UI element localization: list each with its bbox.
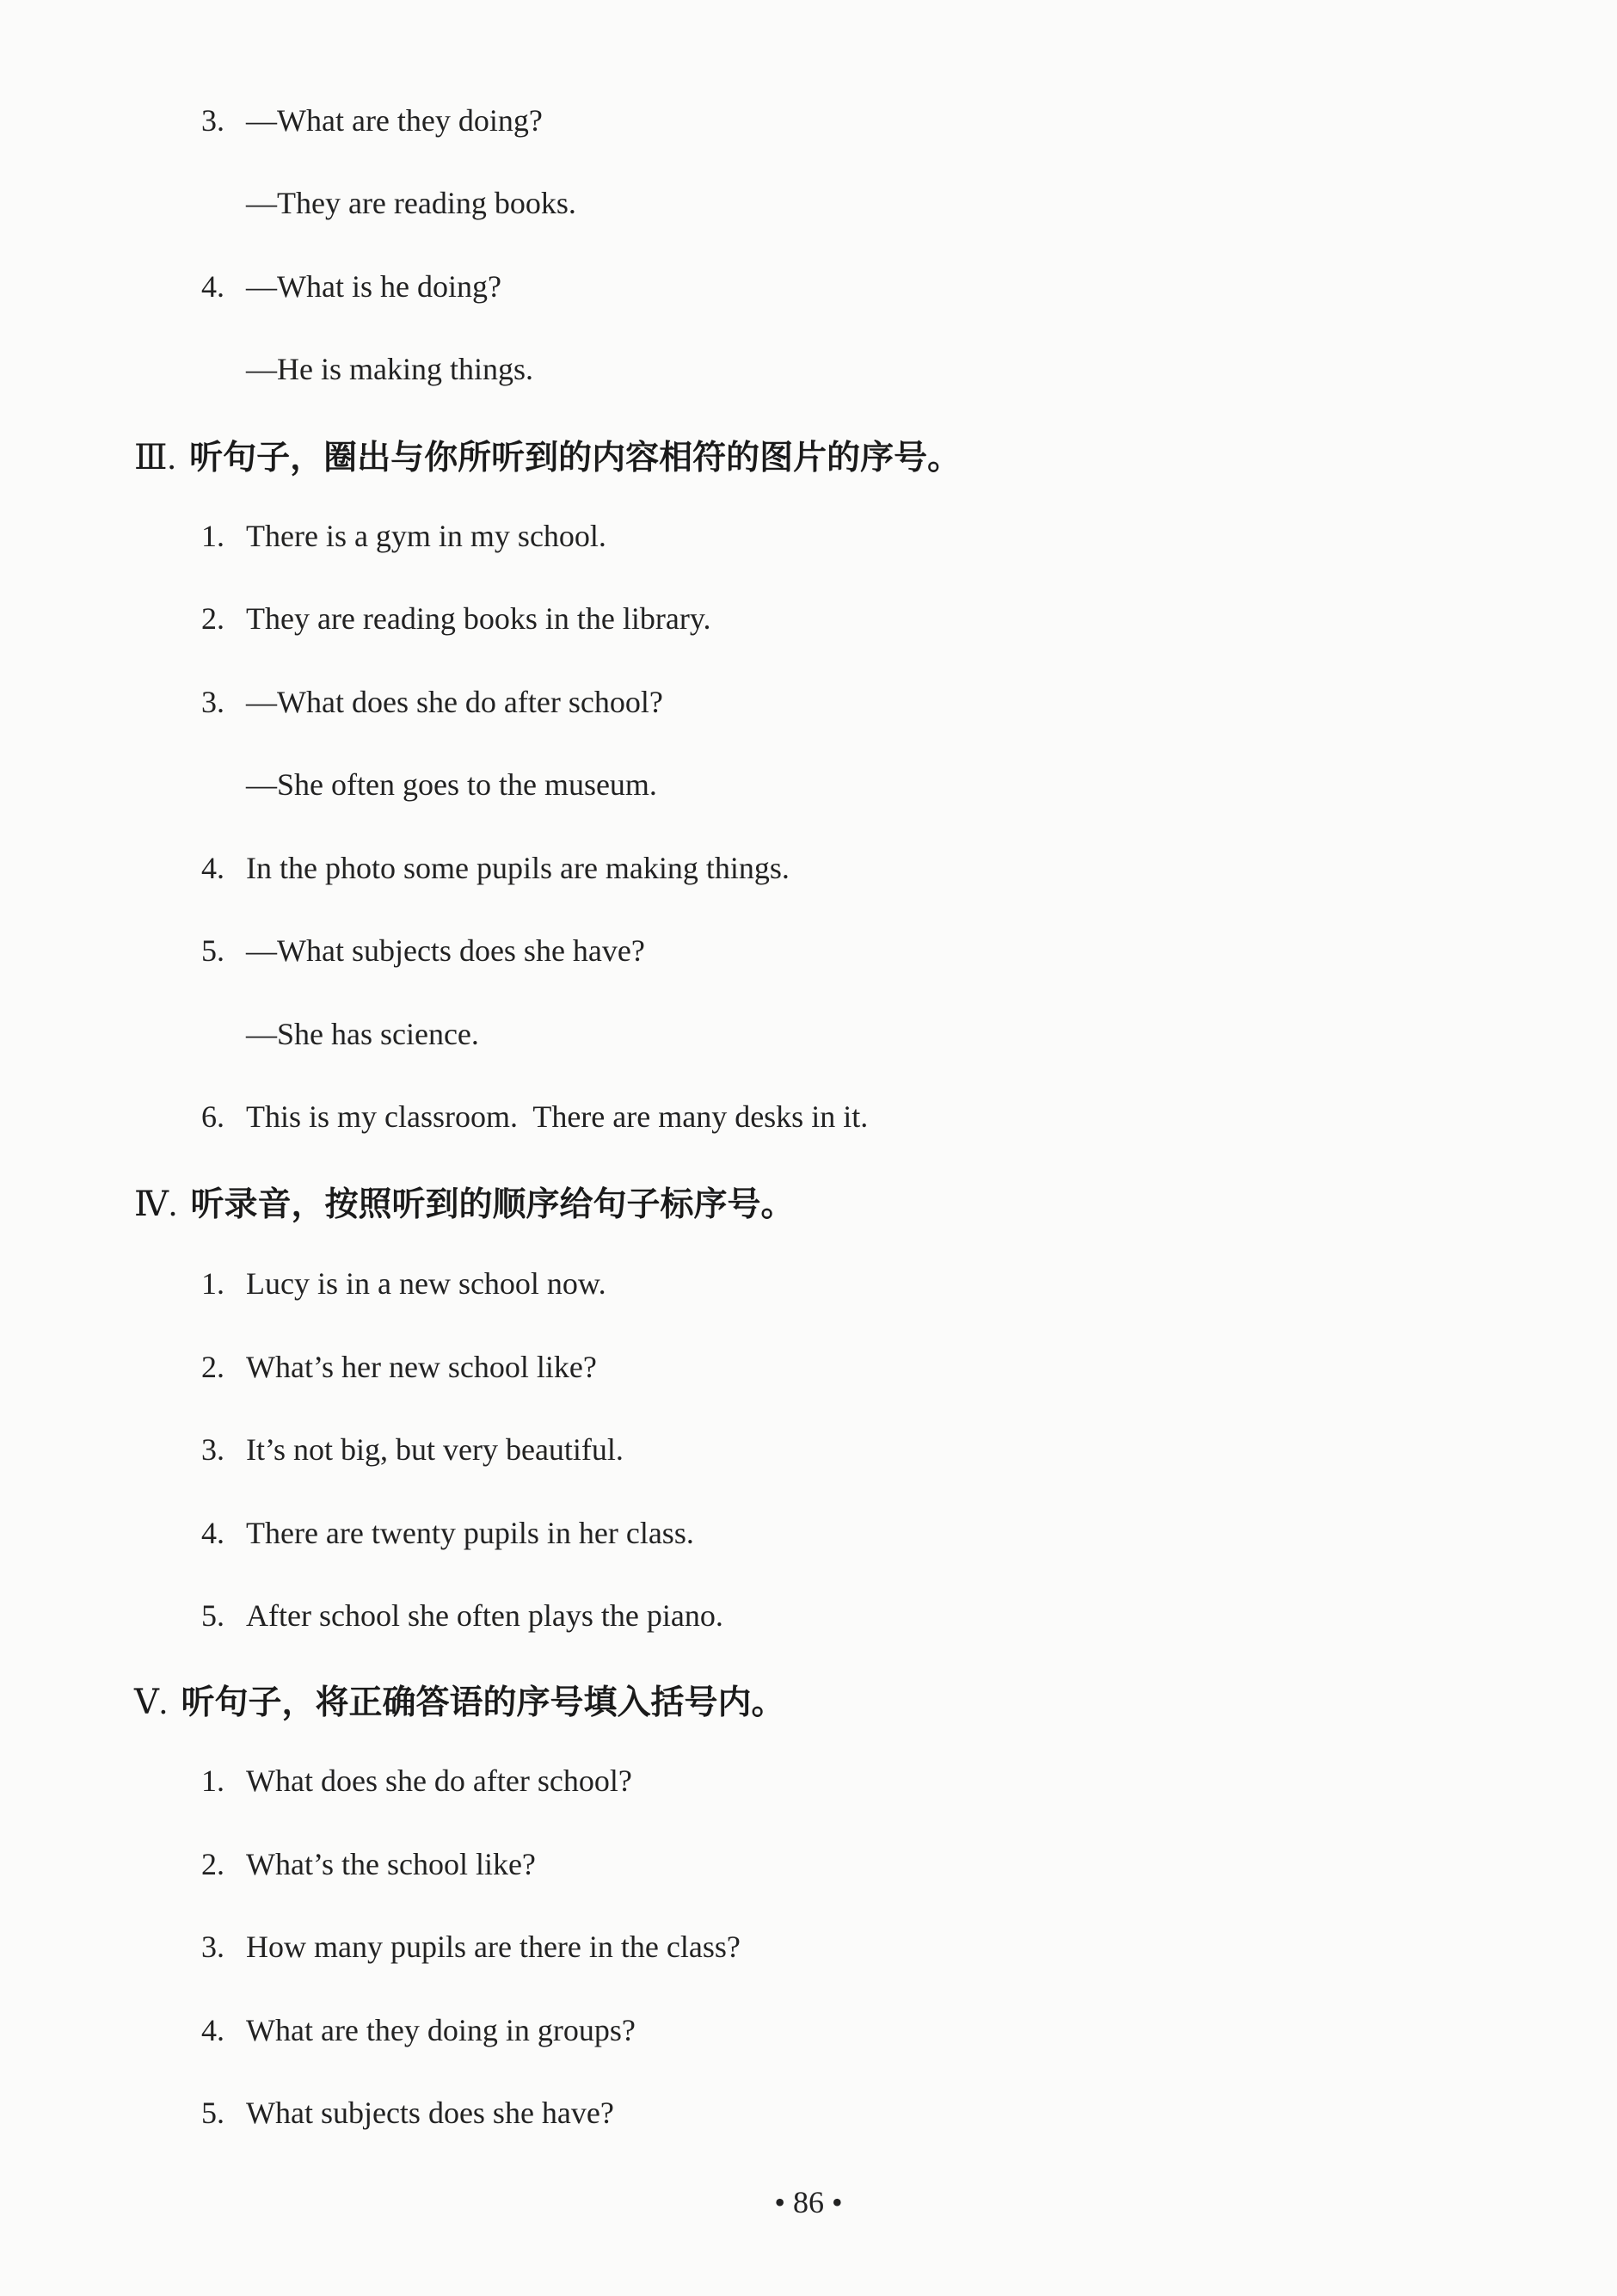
item-number: 4. xyxy=(201,2013,224,2047)
item-text: In the photo some pupils are making things. xyxy=(246,851,790,885)
section-numeral: Ⅳ. xyxy=(134,1185,177,1223)
item-number: 5. xyxy=(201,933,224,968)
item-text: What are they doing in groups? xyxy=(246,2013,636,2047)
section-title: 听句子，圈出与你所听到的内容相符的图片的序号。 xyxy=(189,439,962,477)
item-number: 5. xyxy=(201,1598,224,1633)
section-heading xyxy=(134,437,961,479)
item-number: 1. xyxy=(201,1266,224,1301)
section-heading xyxy=(134,1184,795,1226)
item-text: —What is he doing? xyxy=(246,269,501,304)
reply-text: —They are reading books. xyxy=(246,186,576,220)
section-title: 听录音，按照听到的顺序给句子标序号。 xyxy=(190,1185,795,1224)
item-number: 4. xyxy=(201,851,224,885)
item-text: There are twenty pupils in her class. xyxy=(246,1516,694,1550)
section-numeral: Ⅲ. xyxy=(134,438,176,477)
item-text: What’s her new school like? xyxy=(246,1350,597,1384)
item-text: —What subjects does she have? xyxy=(246,933,645,968)
reply-text: —She has science. xyxy=(246,1017,479,1051)
section-numeral: Ⅴ. xyxy=(134,1683,168,1721)
item-number: 1. xyxy=(201,1764,224,1798)
item-text: There is a gym in my school. xyxy=(246,519,606,553)
item-number: 5. xyxy=(201,2096,224,2130)
item-text: Lucy is in a new school now. xyxy=(246,1266,606,1301)
item-text: —What does she do after school? xyxy=(246,685,663,719)
item-text: This is my classroom. There are many desks in it. xyxy=(246,1099,869,1134)
item-text: It’s not big, but very beautiful. xyxy=(246,1432,624,1467)
item-number: 2. xyxy=(201,601,224,636)
section-heading xyxy=(134,1682,784,1724)
item-number: 2. xyxy=(201,1350,224,1384)
item-text: —What are they doing? xyxy=(246,103,543,138)
item-number: 3. xyxy=(201,1432,224,1467)
section-title: 听句子，将正确答语的序号填入括号内。 xyxy=(181,1684,785,1722)
reply-text: —He is making things. xyxy=(246,352,533,386)
item-text: They are reading books in the library. xyxy=(246,601,711,636)
reply-text: —She often goes to the museum. xyxy=(246,767,657,802)
item-number: 4. xyxy=(201,269,224,304)
item-text: What does she do after school? xyxy=(246,1764,632,1798)
item-number: 3. xyxy=(201,1930,224,1964)
item-text: What’s the school like? xyxy=(246,1847,536,1881)
page-number: • 86 • xyxy=(774,2185,843,2219)
item-number: 6. xyxy=(201,1099,224,1134)
item-number: 2. xyxy=(201,1847,224,1881)
item-text: How many pupils are there in the class? xyxy=(246,1930,741,1964)
item-number: 3. xyxy=(201,103,224,138)
item-number: 4. xyxy=(201,1516,224,1550)
item-number: 3. xyxy=(201,685,224,719)
item-text: What subjects does she have? xyxy=(246,2096,614,2130)
item-number: 1. xyxy=(201,519,224,553)
item-text: After school she often plays the piano. xyxy=(246,1598,723,1633)
